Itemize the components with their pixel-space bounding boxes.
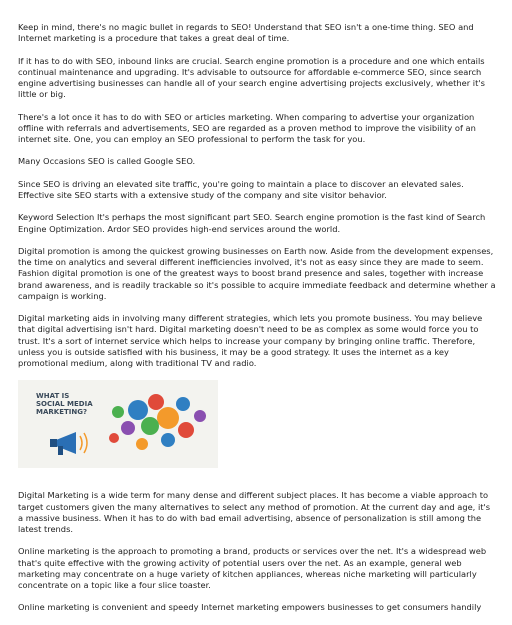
paragraph: Digital Marketing is a wide term for many dense and different subject places. It has become a viable approach to target customers given the many alternatives to select any method of promotion. At the current day and age, it's a massive business. When it has to do with bad email advertising, absence of personalization is still among the latest trends. xyxy=(18,490,491,534)
paragraph: Digital marketing aids in involving many different strategies, which lets you promote business. You may believe that digital advertising isn't hard. Digital marketing doesn't need to be as complex as some would force you to trust. It's a sort of internet service which helps to increase your company by bringing online traffic. Therefore, unless you is outside satisfied with his business, it may be a good strategy. It uses the internet as a key promotional medium, along with traditional TV and radio. xyxy=(18,313,483,368)
social-media-marketing-image xyxy=(18,380,218,468)
paragraph: There's a lot once it has to do with SEO or articles marketing. When comparing to advertise your organization offline with referrals and advertisements, SEO are regarded as a proven method to improve the visibility of an internet site. One, you can employ an SEO professional to perform the task for you. xyxy=(18,111,476,144)
social-icons-cluster xyxy=(109,394,206,450)
paragraph: Many Occasions SEO is called Google SEO. xyxy=(18,156,196,167)
paragraph: Online marketing is convenient and speedy Internet marketing empowers businesses to get consumers handily xyxy=(18,602,482,613)
figure-title xyxy=(36,392,116,416)
figure-title-line: SOCIAL MEDIA xyxy=(36,400,93,409)
article-body xyxy=(18,22,496,625)
paragraph: Digital promotion is among the quickest growing businesses on Earth now. Aside from the development expenses, the time on analytics and several different inefficiencies involved, it's not as easy since they are made to seem. Fashion digital promotion is one of the greatest ways to boost brand presence and sales, together with increase brand awareness, and is readily trackable so it's possible to acquire immediate feedback and determine whether a campaign is working. xyxy=(18,245,496,301)
paragraph: If it has to do with SEO, inbound links are crucial. Search engine promotion is a procedure and one which entails continual maintenance and upgrading. It's advisable to outsource for affordable e-commerce SEO, since search engine advertising businesses can handle all of your search engine advertising projects exclusively, whether it's little or big. xyxy=(18,55,485,100)
megaphone-icon xyxy=(50,432,87,455)
figure-title-line: WHAT IS xyxy=(36,392,70,401)
figure-title-line: MARKETING? xyxy=(36,408,88,417)
paragraph: Keep in mind, there's no magic bullet in regards to SEO! Understand that SEO isn't a one-time thing. SEO and Internet marketing is a procedure that takes a great deal of time. xyxy=(18,22,474,44)
paragraph: Online marketing is the approach to promoting a brand, products or services over the net. It's a widespread web that's quite effective with the growing activity of potential users over the net. As an example, general web marketing may concentrate on a huge variety of kitchen appliances, whereas niche marketing will particularly concentrate on a topic like a four slice toaster. xyxy=(18,546,487,590)
paragraph: Keyword Selection It's perhaps the most significant part SEO. Search engine promotion is the fast kind of Search Engine Optimization. Ardor SEO provides high-end services around the world. xyxy=(18,212,486,234)
paragraph: Since SEO is driving an elevated site traffic, you're going to maintain a place to discover an elevated sales. Effective site SEO starts with a extensive study of the company and site visitor behavior. xyxy=(18,178,464,200)
